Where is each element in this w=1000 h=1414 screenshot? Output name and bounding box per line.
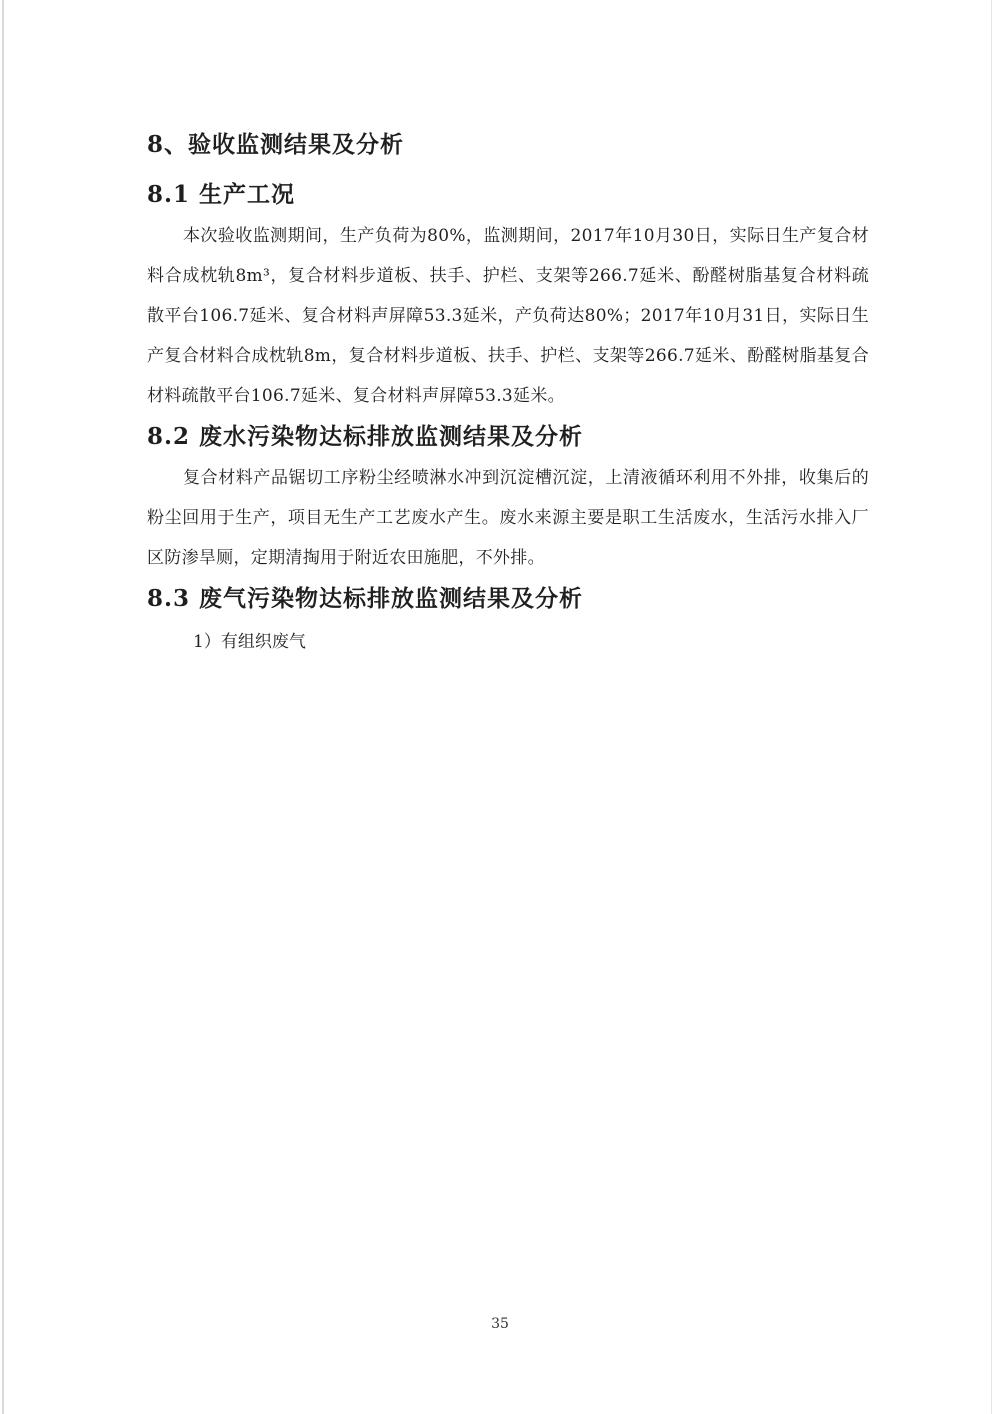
list-item-organized-exhaust: 1）有组织废气 bbox=[193, 632, 306, 652]
paragraph-wastewater: 复合材料产品锯切工序粉尘经喷淋水冲到沉淀槽沉淀，上清液循环利用不外排，收集后的粉尘回用于生产，项目无生产工艺废水产生。废水来源主要是职工生活废水，生活污水排入厂区防渗旱厕，定期清掏用于附近农田施肥，不外排。 bbox=[147, 468, 869, 568]
paragraph-production-conditions: 本次验收监测期间，生产负荷为80%，监测期间，2017年10月30日，实际日生产复合材料合成枕轨8m³，复合材料步道板、扶手、护栏、支架等266.7延米、酚醛树脂基复合材料疏散平台106.7延米、复合材料声屏障53.3延米，产负荷达80%；2017年10月31日，实际日生产复合材料合成枕轨8m，复合材料步道板、扶手、护栏、支架等266.7延米、酚醛树脂基复合材料疏散平台106.7延米、复合材料声屏障53.3延米。 bbox=[147, 226, 869, 406]
page-number: 35 bbox=[491, 1316, 509, 1332]
section-title: 8、验收监测结果及分析 bbox=[147, 131, 405, 158]
document-body bbox=[147, 128, 869, 662]
subsection-title-8-3: 8.3 废气污染物达标排放监测结果及分析 bbox=[147, 585, 584, 612]
scan-edge-right bbox=[991, 0, 992, 1414]
scan-edge-left bbox=[2, 0, 4, 1414]
subsection-title-8-1: 8.1 生产工况 bbox=[147, 181, 296, 208]
subsection-title-8-2: 8.2 废水污染物达标排放监测结果及分析 bbox=[147, 423, 584, 450]
